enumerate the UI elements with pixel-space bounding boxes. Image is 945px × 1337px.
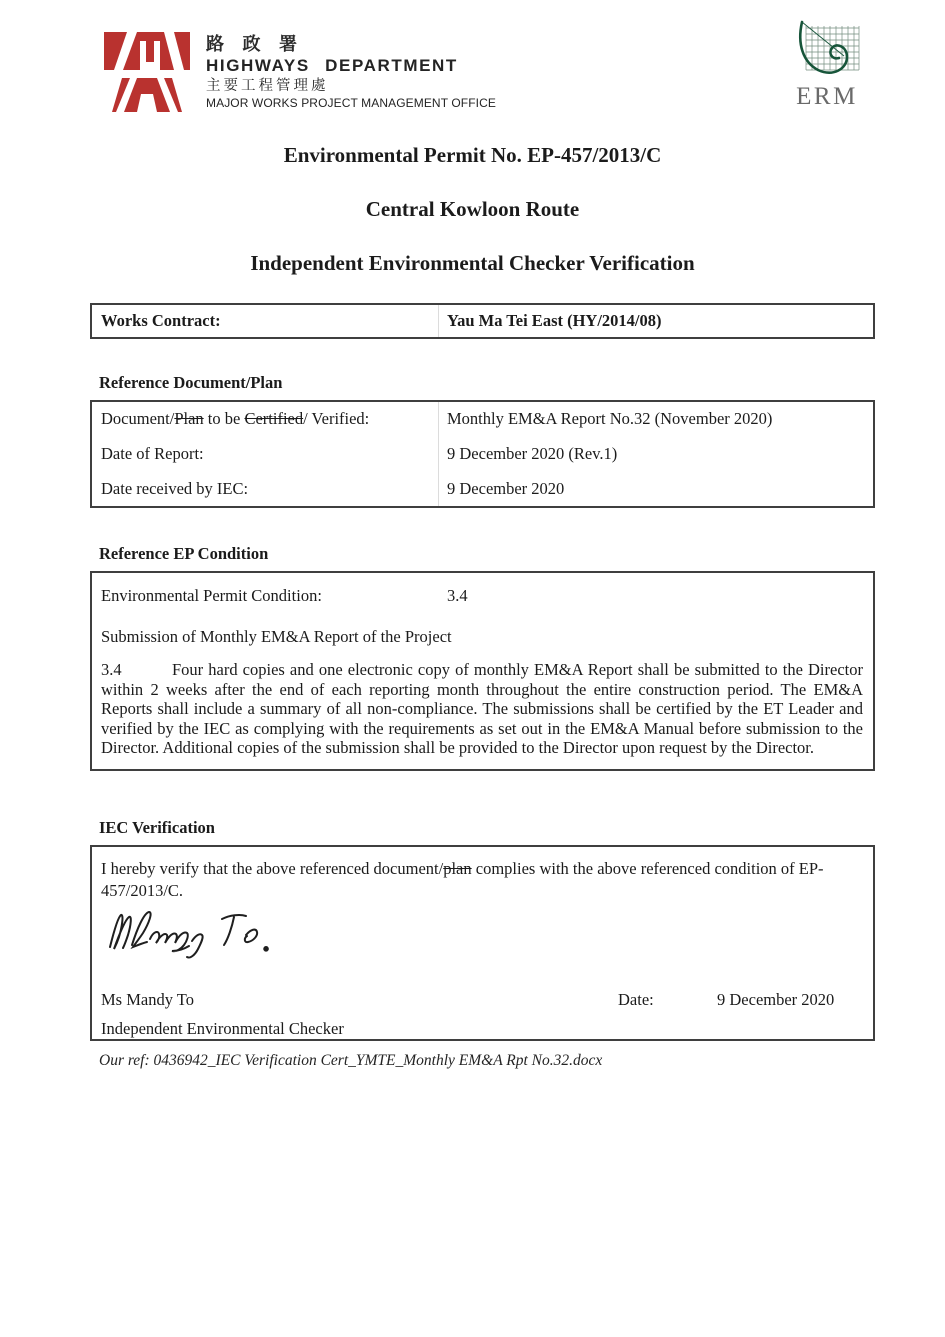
reference-ep-condition-box	[90, 571, 875, 771]
date-of-report-label: Date of Report:	[101, 444, 204, 463]
office-name-chinese: 主要工程管理處	[206, 78, 329, 94]
label-part: to be	[203, 409, 245, 429]
signatory-name: Ms Mandy To	[101, 990, 194, 1009]
ep-condition-clause	[92, 660, 873, 758]
table-row	[92, 471, 873, 506]
works-contract-label: Works Contract:	[101, 311, 221, 330]
table-row	[92, 437, 873, 472]
title-project-name: Central Kowloon Route	[365, 197, 580, 221]
ep-condition-row	[92, 586, 873, 606]
dept-name-chinese: 路 政 署	[206, 34, 304, 54]
label-part: Document/	[101, 409, 175, 429]
clause-number: 3.4	[101, 660, 122, 679]
iec-verification-heading: IEC Verification	[99, 818, 215, 837]
date-received-label: Date received by IEC:	[101, 478, 249, 498]
works-contract-box	[90, 303, 875, 339]
our-ref-line: Our ref: 0436942_IEC Verification Cert_YMTE_Monthly EM&A Rpt No.32.docx	[99, 1052, 603, 1069]
label-part: / Verified:	[303, 409, 370, 429]
office-name-english: MAJOR WORKS PROJECT MANAGEMENT OFFICE	[206, 96, 496, 110]
date-received-value: 9 December 2020	[447, 478, 565, 498]
title-document-type: Independent Environmental Checker Verification	[250, 251, 695, 275]
document-to-be-verified-value: Monthly EM&A Report No.32 (November 2020)	[447, 409, 773, 429]
label-struck-word: Certified	[244, 409, 304, 429]
works-contract-value: Yau Ma Tei East (HY/2014/08)	[447, 311, 662, 330]
highways-department-titles	[206, 32, 496, 111]
erm-wordmark: ERM	[796, 83, 858, 110]
column-divider	[438, 402, 439, 506]
statement-part: I hereby verify that the above referenced document/	[101, 859, 444, 878]
table-row	[92, 402, 873, 437]
signature-mandy-to	[104, 905, 289, 970]
erm-logo	[786, 20, 868, 110]
clause-text: Four hard copies and one electronic copy of monthly EM&A Report shall be submitted to the Director within 2 weeks after the end of each reporting month throughout the entire construction period. The EM&A Reports shall include a summary of all non-compliance. The submissions shall be certified by the ET Leader and verified by the IEC as complying with the requirements as set out in the EM&A Manual before submission to the Director. Additional copies of the submission shall be provided to the Director upon request by the Director.	[101, 660, 863, 758]
ep-condition-number: 3.4	[447, 586, 468, 605]
reference-document-heading: Reference Document/Plan	[99, 373, 283, 392]
highways-department-header	[104, 32, 496, 117]
signatory-row	[92, 990, 873, 1012]
reference-ep-condition-heading: Reference EP Condition	[99, 544, 269, 563]
reference-document-box	[90, 400, 875, 508]
title-permit-number: Environmental Permit No. EP-457/2013/C	[283, 143, 662, 167]
statement-struck-word: plan	[443, 859, 472, 878]
column-divider	[438, 305, 439, 337]
dept-name-english: HIGHWAYS DEPARTMENT	[206, 56, 458, 75]
signatory-title: Independent Environmental Checker	[101, 1019, 344, 1038]
document-to-be-verified-label	[92, 409, 438, 429]
label-struck-word: Plan	[174, 409, 204, 429]
statement-part: complies with the above referenced condition of EP-457/2013/C.	[101, 859, 824, 900]
date-value: 9 December 2020	[717, 990, 835, 1009]
ep-condition-title: Submission of Monthly EM&A Report of the Project	[101, 627, 452, 646]
highways-department-logo-icon	[104, 32, 190, 117]
iec-verification-box	[90, 845, 875, 1041]
ep-condition-label: Environmental Permit Condition:	[101, 586, 322, 605]
date-of-report-value: 9 December 2020 (Rev.1)	[447, 444, 618, 463]
date-label: Date:	[618, 990, 654, 1009]
iec-verification-statement	[92, 847, 873, 901]
